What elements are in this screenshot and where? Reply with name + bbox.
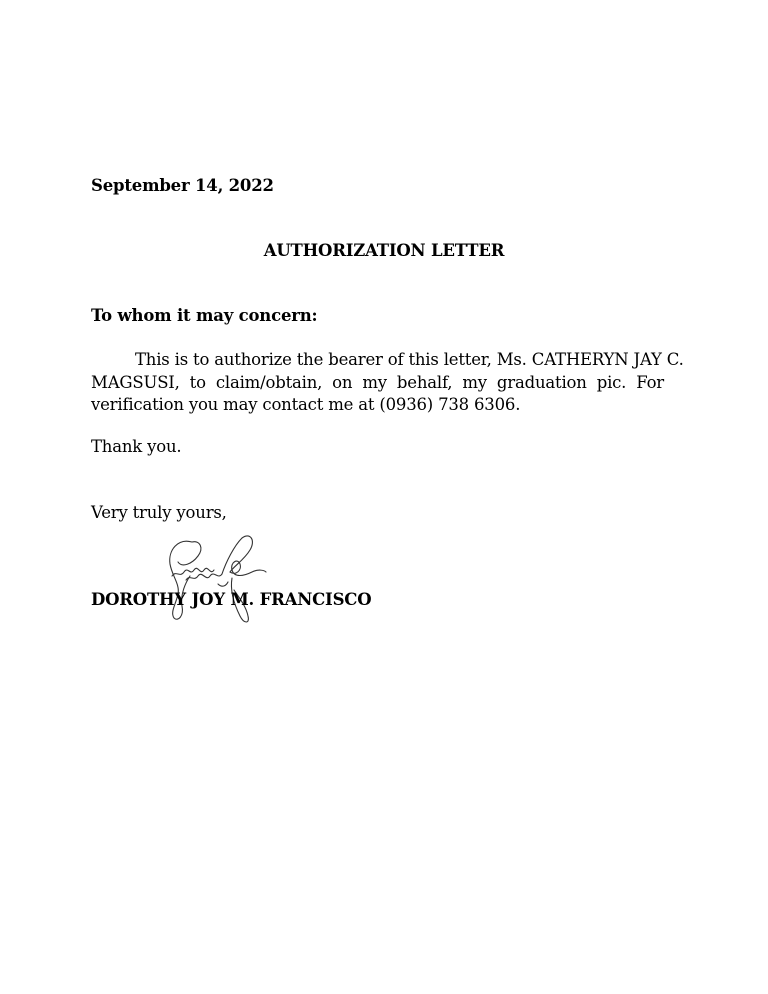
body-line: verification you may contact me at (0936) 738 6306. xyxy=(91,395,521,414)
letter-thanks: Thank you. xyxy=(91,437,182,456)
handwritten-signature xyxy=(160,532,270,628)
body-line: MAGSUSI, to claim/obtain, on my behalf, my graduation pic. For xyxy=(91,372,664,392)
letter-closing: Very truly yours, xyxy=(91,503,227,522)
letter-title xyxy=(0,241,768,261)
letter-salutation: To whom it may concern: xyxy=(91,306,318,325)
signer-name: DOROTHY JOY M. FRANCISCO xyxy=(91,590,372,609)
body-line: This is to authorize the bearer of this letter, Ms. CATHERYN JAY C. xyxy=(135,350,684,369)
letter-title-text: AUTHORIZATION LETTER xyxy=(263,241,505,260)
letter-date: September 14, 2022 xyxy=(91,176,274,195)
letter-body xyxy=(91,349,684,417)
